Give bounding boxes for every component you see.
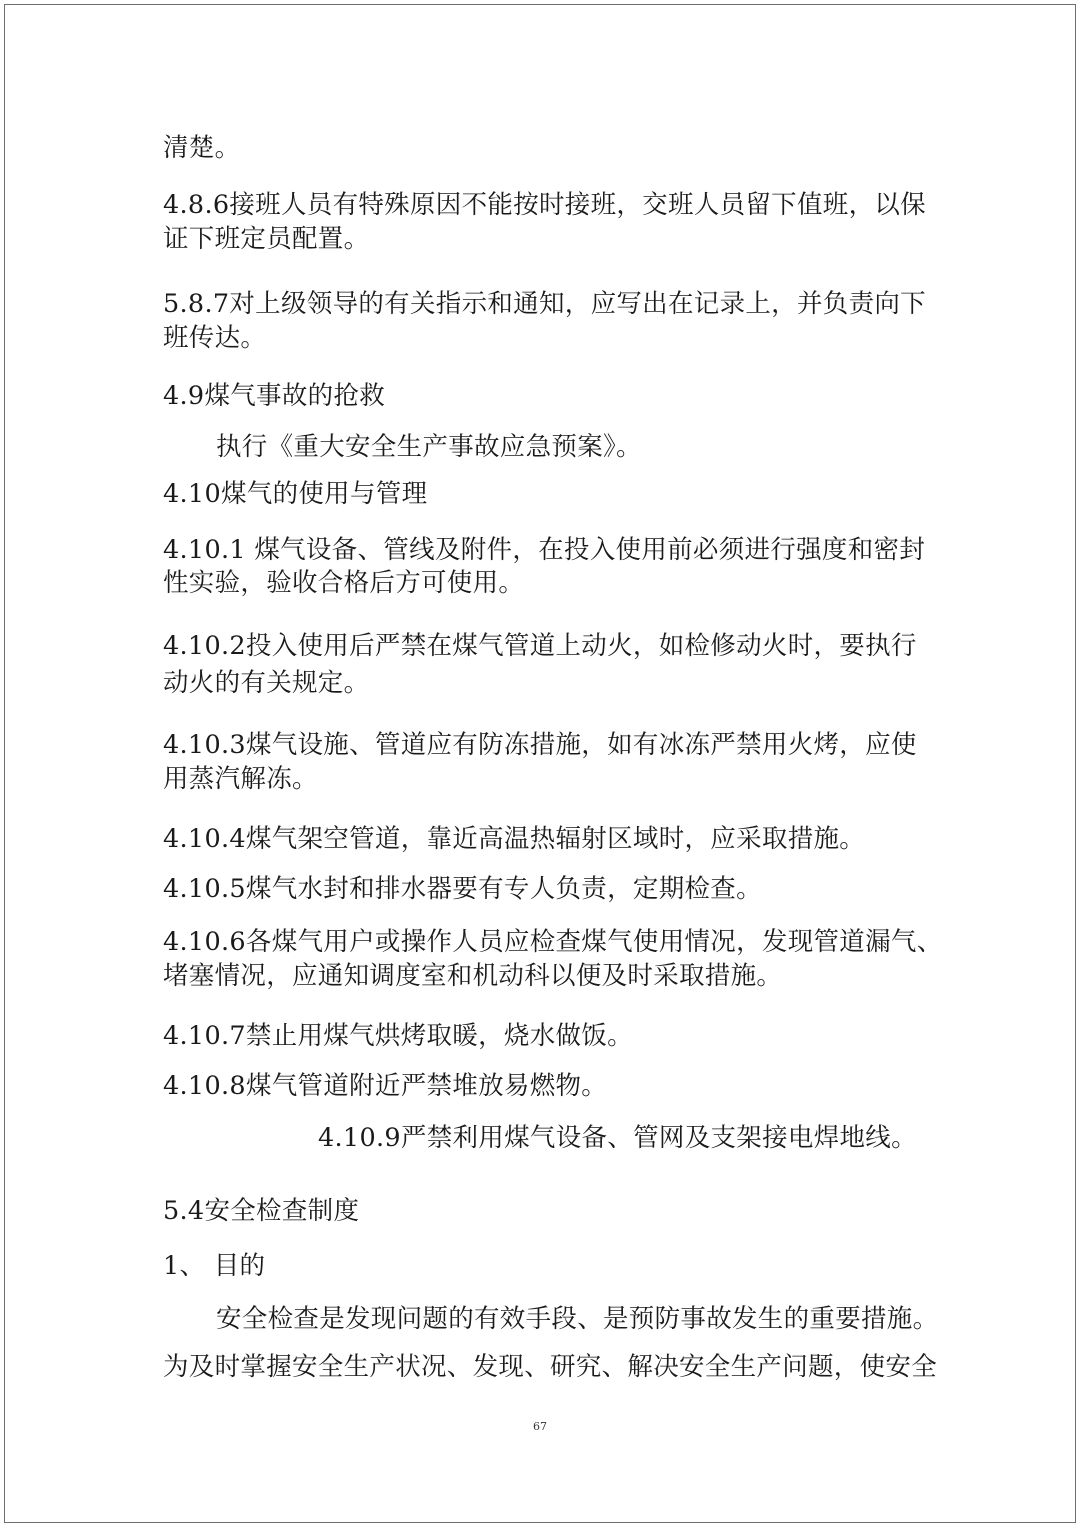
text-line: 堵塞情况，应通知调度室和机动科以便及时采取措施。 <box>163 961 783 991</box>
page-number: 67 <box>533 1420 547 1433</box>
section-heading: 4.10煤气的使用与管理 <box>163 479 428 509</box>
text-line: 4.10.3煤气设施、管道应有防冻措施，如有冰冻严禁用火烤，应使 <box>163 730 917 760</box>
text-line: 动火的有关规定。 <box>163 668 370 698</box>
chapter-heading: 5.4安全检查制度 <box>163 1196 360 1226</box>
section-heading: 4.9煤气事故的抢救 <box>163 381 386 411</box>
text-line: 4.10.4煤气架空管道，靠近高温热辐射区域时，应采取措施。 <box>163 824 866 854</box>
text-line: 清楚。 <box>163 133 241 163</box>
text-line: 执行《重大安全生产事故应急预案》。 <box>216 432 642 462</box>
subsection-heading: 1、 目的 <box>163 1251 266 1281</box>
text-line: 用蒸汽解冻。 <box>163 764 318 794</box>
text-line: 班传达。 <box>163 323 267 353</box>
text-line: 4.8.6接班人员有特殊原因不能按时接班，交班人员留下值班，以保 <box>163 190 926 220</box>
text-line: 4.10.2投入使用后严禁在煤气管道上动火，如检修动火时，要执行 <box>163 631 917 661</box>
text-line: 安全检查是发现问题的有效手段、是预防事故发生的重要措施。 <box>216 1304 939 1334</box>
text-line: 证下班定员配置。 <box>163 224 370 254</box>
text-line: 性实验，验收合格后方可使用。 <box>163 568 525 598</box>
text-line: 5.8.7对上级领导的有关指示和通知，应写出在记录上，并负责向下 <box>163 289 926 319</box>
text-line: 4.10.6各煤气用户或操作人员应检查煤气使用情况，发现管道漏气、 <box>163 927 943 957</box>
text-line: 为及时掌握安全生产状况、发现、研究、解决安全生产问题，使安全 <box>163 1352 938 1382</box>
text-line: 4.10.9严禁利用煤气设备、管网及支架接电焊地线。 <box>318 1123 917 1153</box>
text-line: 4.10.5煤气水封和排水器要有专人负责，定期检查。 <box>163 874 762 904</box>
text-line: 4.10.8煤气管道附近严禁堆放易燃物。 <box>163 1071 608 1101</box>
text-line: 4.10.1 煤气设备、管线及附件，在投入使用前必须进行强度和密封 <box>163 535 926 565</box>
text-line: 4.10.7禁止用煤气烘烤取暖，烧水做饭。 <box>163 1021 633 1051</box>
